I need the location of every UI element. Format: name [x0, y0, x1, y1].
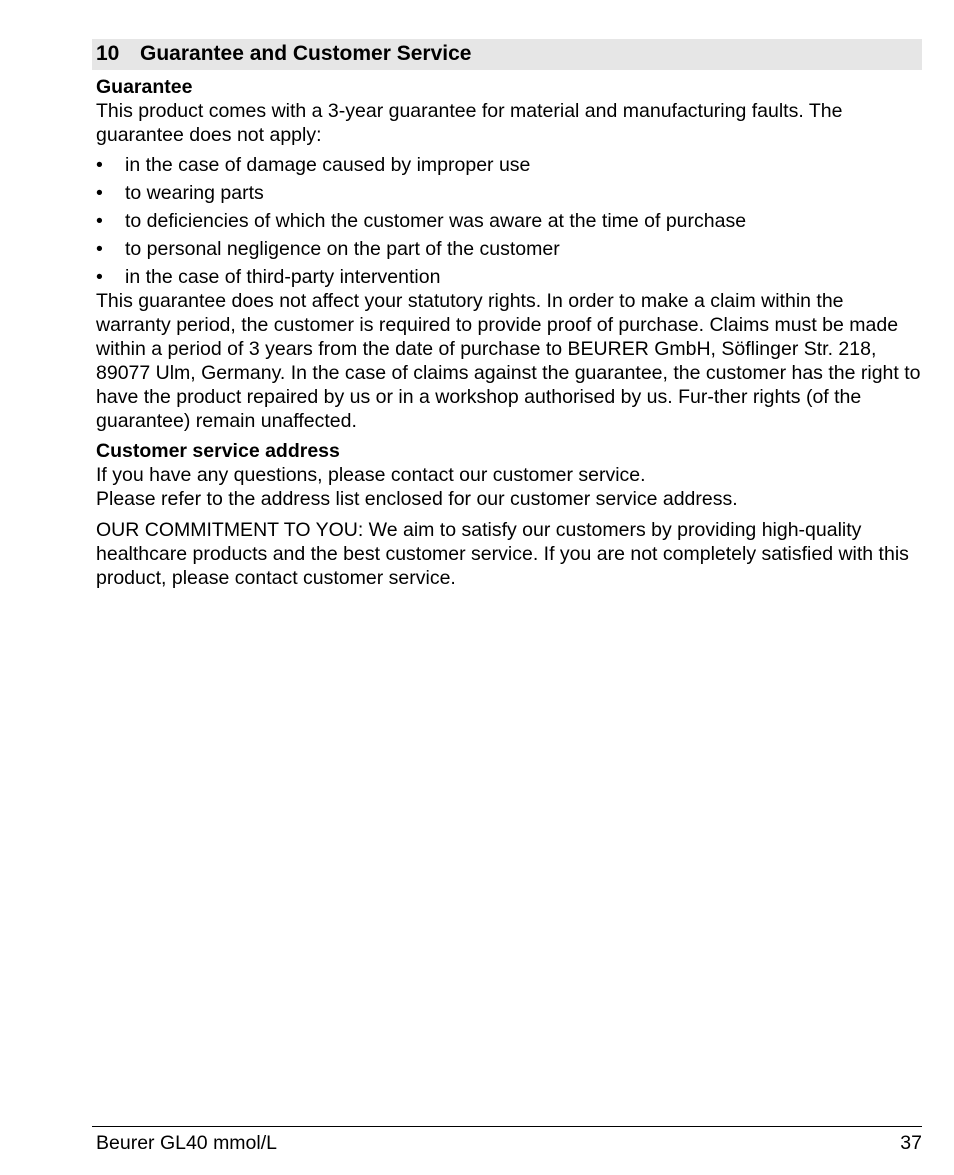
list-item: [96, 181, 922, 205]
guarantee-heading: Guarantee: [96, 76, 193, 98]
section-title-text: Guarantee and Customer Service: [140, 42, 472, 65]
customer-service-heading: Customer service address: [96, 440, 340, 462]
list-item: [96, 265, 922, 289]
commitment-paragraph: OUR COMMITMENT TO YOU: We aim to satisfy our customers by providing high-quality healthcare products and the best customer service. If you are not completely satisfied with this product, please contact customer service.: [96, 519, 909, 589]
footer-product-name: Beurer GL40 mmol/L: [96, 1132, 277, 1154]
bullet-icon: •: [96, 210, 103, 232]
customer-service-line-2: Please refer to the address list enclosed for our customer service address.: [96, 488, 738, 510]
section-number: 10: [96, 42, 120, 65]
list-item-text: in the case of third-party intervention: [125, 266, 441, 288]
footer-divider: [92, 1126, 922, 1127]
list-item-text: to wearing parts: [125, 182, 264, 204]
statutory-rights-paragraph: This guarantee does not affect your statutory rights. In order to make a claim within the warranty period, the customer is required to provide proof of purchase. Claims must be made within a period of 3 years from the date of purchase to BEURER GmbH, Söflinger Str. 218, 89077 Ulm, Germany. In the case of claims against the guarantee, the customer has the right to have the product repaired by us or in a workshop authorised by us. Fur-ther rights (of the guarantee) remain unaffected.: [96, 290, 921, 432]
footer-page-number: 37: [900, 1132, 922, 1154]
list-item: [96, 153, 922, 177]
customer-service-line-1: If you have any questions, please contact our customer service.: [96, 464, 646, 486]
page-content: [96, 75, 922, 590]
bullet-icon: •: [96, 154, 103, 176]
list-item-text: in the case of damage caused by improper use: [125, 154, 531, 176]
bullet-icon: •: [96, 182, 103, 204]
list-item: [96, 209, 922, 233]
list-item-text: to deficiencies of which the customer was aware at the time of purchase: [125, 210, 747, 232]
list-item: [96, 237, 922, 261]
exclusions-list: [96, 153, 922, 289]
bullet-icon: •: [96, 266, 103, 288]
section-title: [96, 41, 471, 67]
list-item-text: to personal negligence on the part of the customer: [125, 238, 560, 260]
guarantee-intro: This product comes with a 3-year guarantee for material and manufacturing faults. The guarantee does not apply:: [96, 100, 843, 146]
bullet-icon: •: [96, 238, 103, 260]
